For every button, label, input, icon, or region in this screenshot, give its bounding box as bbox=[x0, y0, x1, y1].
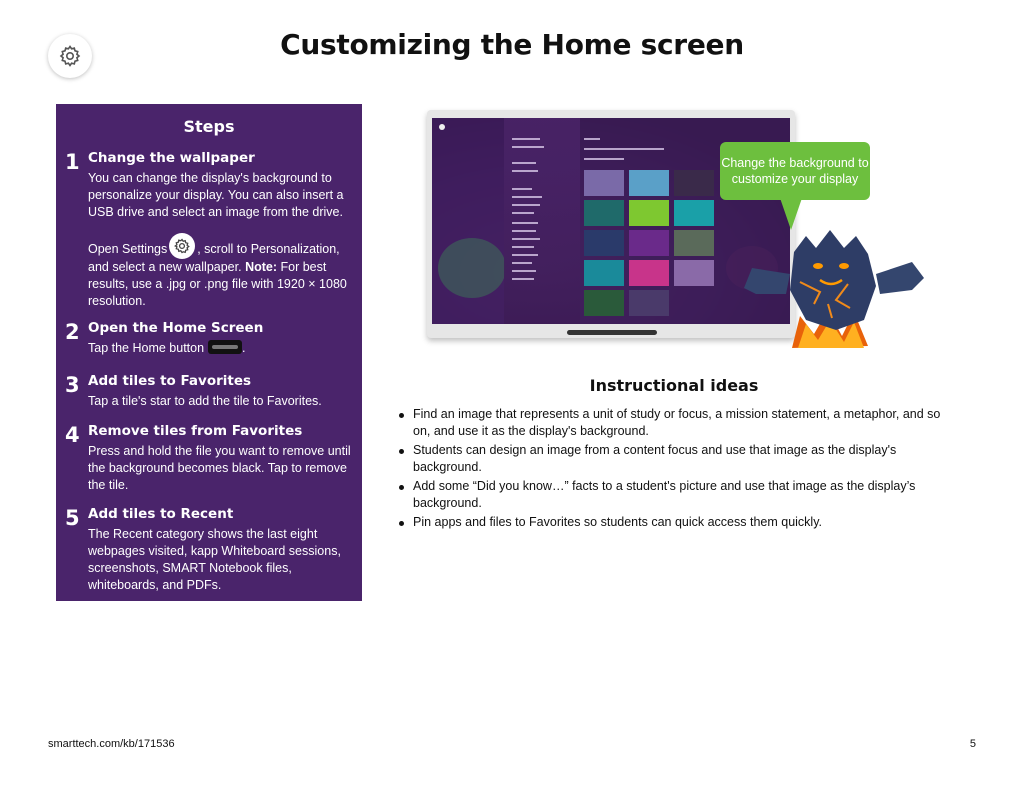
note-text: For best results, use a .jpg or .png file with 1920 × 1080 resolution. bbox=[88, 260, 347, 308]
step-number: 5 bbox=[65, 506, 80, 530]
note-label: Note: bbox=[245, 260, 278, 274]
list-item: Pin apps and files to Favorites so students can quick access them quickly. bbox=[397, 514, 957, 531]
steps-panel bbox=[56, 104, 362, 601]
footer-url: smarttech.com/kb/171536 bbox=[48, 738, 175, 750]
display-pen-tray bbox=[567, 330, 657, 335]
home-button-icon bbox=[208, 340, 242, 354]
step-heading: Change the wallpaper bbox=[88, 150, 255, 166]
step-number: 3 bbox=[65, 373, 80, 397]
step-body bbox=[88, 170, 356, 310]
step-number: 2 bbox=[65, 320, 80, 344]
list-item: Add some “Did you know…” facts to a student's picture and use that image as the display’s background. bbox=[397, 478, 957, 512]
step-text-part: , scroll to Personalization, and select a new wallpaper. bbox=[88, 242, 340, 274]
step-body bbox=[88, 340, 356, 357]
step-text: You can change the display's background to personalize your display. You can also insert a USB drive and select an image from the drive. bbox=[88, 171, 344, 219]
step-heading: Add tiles to Favorites bbox=[88, 373, 252, 389]
ideas-title: Instructional ideas bbox=[589, 376, 759, 395]
step-text-part: Tap the Home button bbox=[88, 341, 205, 355]
step-heading: Open the Home Screen bbox=[88, 320, 264, 336]
callout-bubble: Change the background to customize your display bbox=[720, 142, 870, 200]
settings-gear-icon bbox=[169, 233, 195, 259]
step-number: 4 bbox=[65, 423, 80, 447]
monster-character-image bbox=[736, 212, 926, 356]
ideas-list bbox=[397, 406, 957, 533]
list-item: Students can design an image from a content focus and use that image as the display's background. bbox=[397, 442, 957, 476]
page-number: 5 bbox=[969, 738, 976, 750]
steps-title: Steps bbox=[183, 117, 235, 136]
list-item: Find an image that represents a unit of study or focus, a mission statement, a metaphor, and so on, and use it as the display's background. bbox=[397, 406, 957, 440]
step-number: 1 bbox=[65, 150, 80, 174]
step-text bbox=[88, 233, 356, 310]
step-text-part: . bbox=[242, 341, 246, 355]
step-body: The Recent category shows the last eight webpages visited, kapp Whiteboard sessions, screenshots, SMART Notebook files, whiteboards, and PDFs. bbox=[88, 527, 341, 592]
step-heading: Add tiles to Recent bbox=[88, 506, 234, 522]
step-body: Press and hold the file you want to remove until the background becomes black. Tap to remove the tile. bbox=[88, 444, 351, 492]
page-title: Customizing the Home screen bbox=[280, 28, 744, 61]
step-heading: Remove tiles from Favorites bbox=[88, 423, 303, 439]
step-text-part: Open Settings bbox=[88, 242, 168, 256]
step-body: Tap a tile's star to add the tile to Favorites. bbox=[88, 394, 322, 408]
